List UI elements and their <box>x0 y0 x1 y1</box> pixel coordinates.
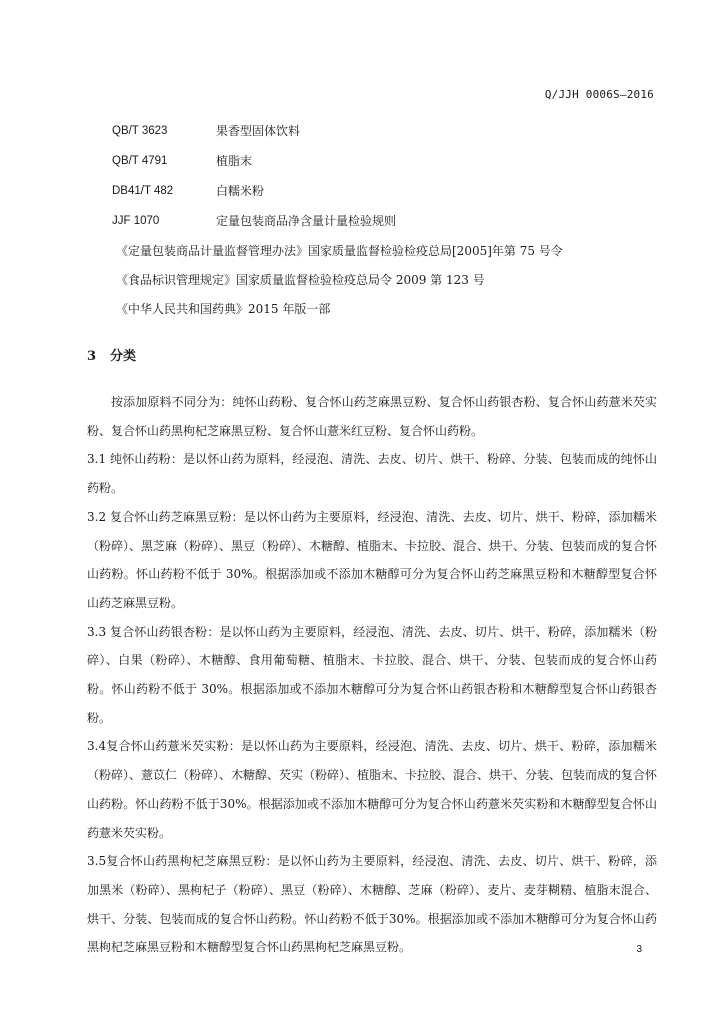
regulation-document: 《定量包装商品计量监督管理办法》国家质量监督检验检疫总局[2005]年第 75 号令 <box>116 244 563 258</box>
classification-item-3-4: 3.4复合怀山药薏米芡实粉：是以怀山药为主要原料，经浸泡、清洗、去皮、切片、烘干、粉碎，添加糯米（粉碎）、薏苡仁（粉碎）、木糖醇、芡实（粉碎）、植脂末、卡拉胶、混合、烘干、分装、包装而成的复合怀山药粉。怀山药粉不低于30%。根据添加或不添加木糖醇可分为复合怀山药薏米芡实粉和木糖醇型复合怀山药薏米芡实粉。 <box>87 739 658 840</box>
classification-intro-paragraph: 按添加原料不同分为：纯怀山药粉、复合怀山药芝麻黑豆粉、复合怀山药银杏粉、复合怀山药薏米芡实粉、复合怀山药黑枸杞芝麻黑豆粉、复合怀山薏米红豆粉、复合怀山药粉。 <box>87 395 657 438</box>
section-title: 分类 <box>110 349 137 364</box>
classification-item-3-1: 3.1 纯怀山药粉：是以怀山药为原料，经浸泡、清洗、去皮、切片、烘干、粉碎、分装、包装而成的纯怀山药粉。 <box>87 452 657 496</box>
standard-code-header: Q/JJH 0006S—2016 <box>544 88 654 101</box>
classification-item-3-5: 3.5复合怀山药黑枸杞芝麻黑豆粉：是以怀山药为主要原料，经浸泡、清洗、去皮、切片、烘干、粉碎，添加黑米（粉碎）、黑枸杞子（粉碎）、黑豆（粉碎）、木糖醇、芝麻（粉碎）、麦片、麦芽糊精、植脂末混合、烘干、分装、包装而成的复合怀山药粉。怀山药粉不低于30%。根据添加或不添加木糖醇可分为复合怀山药黑枸杞芝麻黑豆粉和木糖醇型复合怀山药黑枸杞芝麻黑豆粉。 <box>87 854 657 955</box>
reference-title: 果香型固体饮料 <box>216 124 301 138</box>
reference-title: 定量包装商品净含量计量检验规则 <box>216 214 397 228</box>
normative-references <box>112 124 672 331</box>
reference-code: DB41/T 482 <box>112 185 174 197</box>
regulation-document: 《中华人民共和国药典》2015 年版一部 <box>116 302 331 316</box>
reference-item <box>112 124 672 154</box>
reference-item <box>112 154 672 184</box>
reference-title: 植脂末 <box>216 154 253 168</box>
reference-code: JJF 1070 <box>112 215 160 227</box>
classification-item-3-3: 3.3 复合怀山药银杏粉：是以怀山药为主要原料，经浸泡、清洗、去皮、切片、烘干、粉碎，添加糯米（粉碎）、白果（粉碎）、木糖醇、食用葡萄糖、植脂末、卡拉胶、混合、烘干、分装、包装而成的复合怀山药粉。怀山药粉不低于 30%。根据添加或不添加木糖醇可分为复合怀山药银杏粉和木糖醇型复合怀山药银杏粉。 <box>87 624 657 725</box>
section-heading <box>87 345 136 364</box>
classification-item-3-2: 3.2 复合怀山药芝麻黑豆粉：是以怀山药为主要原料，经浸泡、清洗、去皮、切片、烘干、粉碎，添加糯米（粉碎）、黑芝麻（粉碎）、黑豆（粉碎）、木糖醇、植脂末、卡拉胶、混合、烘干、分装、包装而成的复合怀山药粉。怀山药粉不低于 30%。根据添加或不添加木糖醇可分为复合怀山药芝麻黑豆粉和木糖醇型复合怀山药芝麻黑豆粉。 <box>87 509 658 610</box>
reference-code: QB/T 4791 <box>112 155 168 167</box>
regulation-document: 《食品标识管理规定》国家质量监督检验检疫总局令 2009 第 123 号 <box>116 273 485 287</box>
reference-title: 白糯米粉 <box>216 184 265 198</box>
reference-item <box>112 184 672 214</box>
reference-item <box>112 214 672 244</box>
section-number: 3 <box>87 349 97 364</box>
reference-code: QB/T 3623 <box>112 125 168 137</box>
page-number: 3 <box>636 944 642 955</box>
section-body <box>87 388 657 962</box>
